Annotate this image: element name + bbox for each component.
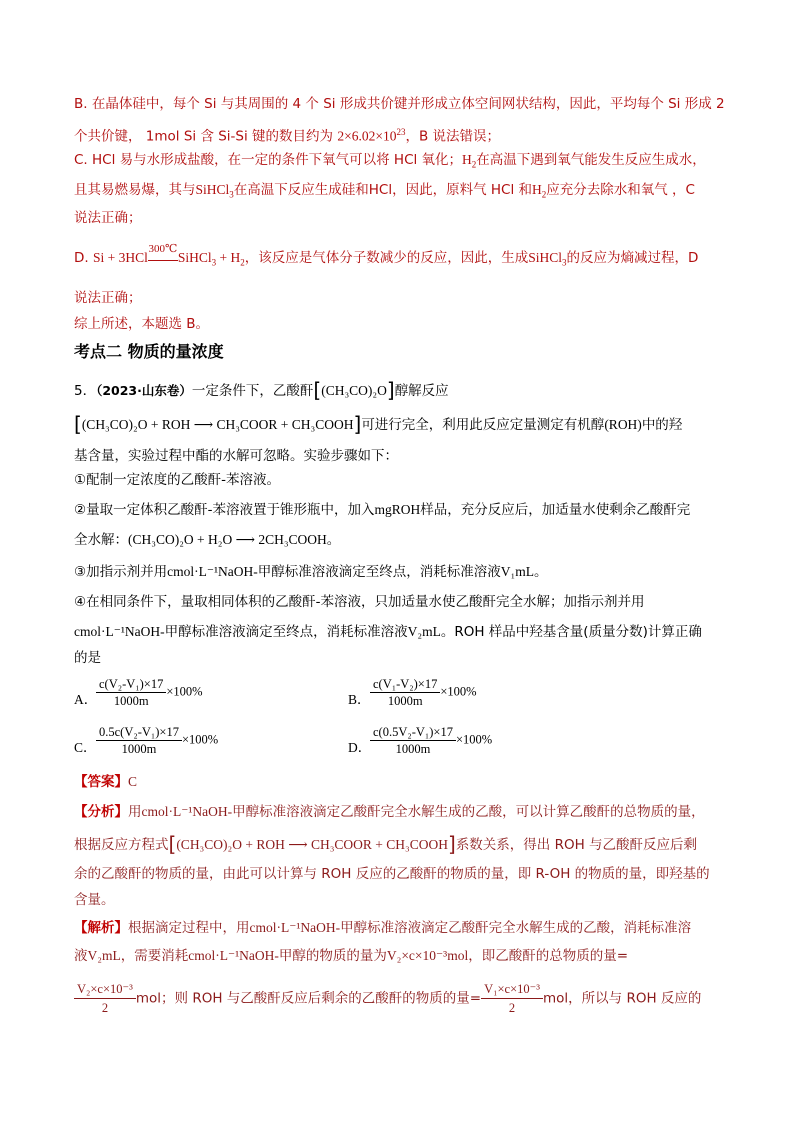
- option-c-label: C．: [74, 740, 97, 755]
- option-b-label: B．: [348, 692, 371, 707]
- answer-line: 【答案】C: [74, 774, 138, 790]
- summary-line: 综上所述，本题选 B。: [74, 316, 210, 332]
- step-2-line-2: 全水解：(CH₃CO)₂O + H₂O ⟶ 2CH₃COOH。: [74, 532, 341, 548]
- option-b-expression: $\frac{\text{c(V₁-V₂)×17}}{1000m}$ ×100%: [370, 676, 477, 709]
- analysis-line-2: 根据反应方程式[(CH₃CO)₂O + ROH ⟶ CH₃COOR + CH₃COOH]系数关系，得出 ROH 与乙酸酐反应后剩: [74, 832, 698, 856]
- option-c-explanation-line-2: 且其易燃易爆，其与SiHCl$_3$在高温下反应生成硅和HCl，因此，原料气 HCl 和$H_2$应充分去除水和氧气 ，C: [74, 182, 695, 200]
- option-b-explanation-line-1: B. 在晶体硅中，每个 Si 与其周围的 4 个 Si 形成共价键并形成立体空间网状结构，因此，平均每个 Si 形成 2: [74, 96, 725, 112]
- step-4-line-2: cmol·L⁻¹NaOH-甲醇标准溶液滴定至终点，消耗标准溶液V₂mL。ROH 样品中羟基含量(质量分数)计算正确: [74, 624, 702, 640]
- reaction-arrow-with-condition: 300℃: [148, 253, 178, 273]
- option-d-explanation-line-2: 说法正确；: [74, 290, 142, 306]
- analysis-line-1: 【分析】用cmol·L⁻¹NaOH-甲醇标准溶液滴定乙酸酐完全水解生成的乙酸，可以计算乙酸酐的总物质的量，: [74, 804, 705, 820]
- option-c-explanation-line-3: 说法正确；: [74, 210, 142, 226]
- option-d-expression: $\frac{\text{c(0.5V₂-V₁)×17}}{1000m}$ ×100%: [370, 724, 492, 757]
- step-1: ①配制一定浓度的乙酸酐-苯溶液。: [74, 472, 280, 488]
- total-anhydride-fraction: $\frac{\text{V₂×c×10⁻³}}{2}$: [74, 980, 136, 1017]
- explanation-line-2: 液V₂mL，需要消耗cmol·L⁻¹NaOH-甲醇的物质的量为V₂×c×10⁻³mol，即乙酸酐的总物质的量=: [74, 948, 629, 964]
- option-d-label: D．: [348, 740, 372, 755]
- section-heading: 考点二 物质的量浓度: [74, 342, 224, 361]
- step-3: ③加指示剂并用cmol·L⁻¹NaOH-甲醇标准溶液滴定至终点，消耗标准溶液V₁mL。: [74, 564, 548, 580]
- option-b-explanation-line-2: 个共价键， 1mol Si 含 Si-Si 键的数目约为 $2\times 6.02\times 10^{23}$，B 说法错误；: [74, 127, 501, 145]
- option-c-expression: $\frac{\text{0.5c(V₂-V₁)×17}}{1000m}$ ×100%: [96, 724, 218, 757]
- step-4-line-1: ④在相同条件下，量取相同体积的乙酸酐-苯溶液，只加适量水使乙酸酐完全水解；加指示剂并用: [74, 594, 645, 610]
- option-a-expression: $\frac{\text{c(V₂-V₁)×17}}{1000m}$ ×100%: [96, 676, 203, 709]
- explanation-line-3: $\frac{\text{V₂×c×10⁻³}}{2}$ mol；则 ROH 与乙酸酐反应后剩余的乙酸酐的物质的量= $\frac{\text{V₁×c×10⁻³}}{2}$ mol，所以与 ROH 反应的: [74, 980, 701, 1017]
- remaining-anhydride-fraction: $\frac{\text{V₁×c×10⁻³}}{2}$: [481, 980, 543, 1017]
- step-2-line-1: ②量取一定体积乙酸酐-苯溶液置于锥形瓶中，加入mgROH样品，充分反应后，加适量水使剩余乙酸酐完: [74, 502, 691, 518]
- analysis-line-3: 余的乙酸酐的物质的量，由此可以计算与 ROH 反应的乙酸酐的物质的量，即 R-OH 的物质的量，即羟基的: [74, 866, 710, 882]
- analysis-line-4: 含量。: [74, 892, 115, 908]
- option-d-explanation-line-1: D. Si + 3HCl 300℃ SiHCl$_3$ + $H_2$，该反应是气体分子数减少的反应，因此，生成SiHCl$_3$的反应为熵减过程，D: [74, 248, 698, 273]
- question-5-line-2: [(CH₃CO)₂O + ROH ⟶ CH₃COOR + CH₃COOH]可进行完全，利用此反应定量测定有机醇(ROH)中的羟: [74, 412, 683, 436]
- question-5-line-3: 基含量，实验过程中酯的水解可忽略。实验步骤如下：: [74, 448, 398, 464]
- question-5-line-1: 5．（2023·山东卷）一定条件下，乙酸酐[(CH₃CO)₂O]醇解反应: [74, 378, 449, 402]
- option-c-explanation-line-1: C. HCl 易与水形成盐酸，在一定的条件下氧气可以将 HCl 氧化；$H_2$在高温下遇到氧气能发生反应生成水，: [74, 152, 706, 170]
- explanation-line-1: 【解析】根据滴定过程中，用cmol·L⁻¹NaOH-甲醇标准溶液滴定乙酸酐完全水解生成的乙酸，消耗标准溶: [74, 920, 692, 936]
- option-a-label: A．: [74, 692, 98, 707]
- step-4-line-3: 的是: [74, 650, 101, 666]
